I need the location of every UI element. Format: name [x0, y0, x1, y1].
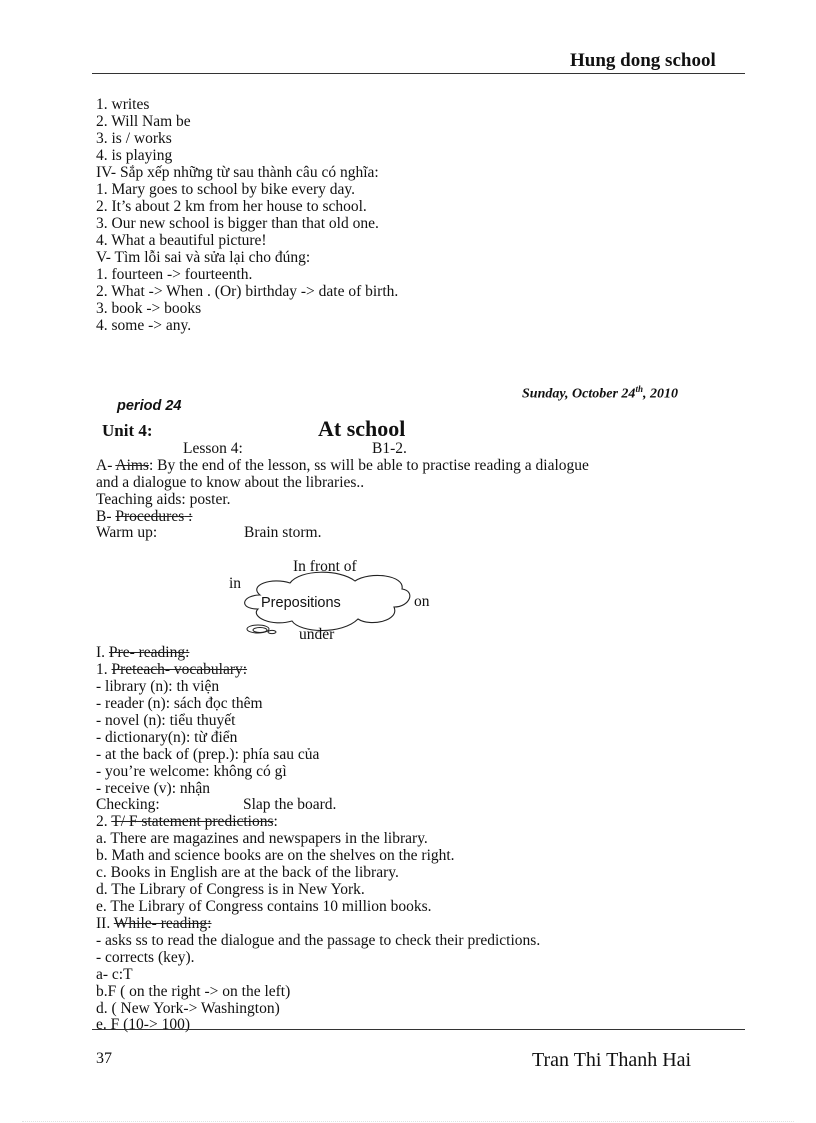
answer-line: 4. some -> any.	[96, 317, 192, 334]
answer-line: 3. Our new school is bigger than that old one.	[96, 215, 379, 232]
school-name-header: Hung dong school	[570, 50, 716, 71]
vocab-item: - library (n): th viện	[96, 678, 220, 695]
tf-statement: b. Math and science books are on the shelves on the right.	[96, 847, 455, 864]
brainstorm-left: in	[229, 575, 242, 592]
section-heading: IV- Sắp xếp những từ sau thành câu có nghĩa:	[96, 164, 379, 181]
lesson-title: At school	[318, 416, 406, 441]
checking-label: Checking:	[96, 796, 160, 813]
answer-line: 3. is / works	[96, 130, 172, 147]
answer-line: 1. fourteen -> fourteenth.	[96, 266, 253, 283]
vocab-item: - reader (n): sách đọc thêm	[96, 695, 263, 712]
answer-line: 4. is playing	[96, 147, 173, 164]
vocab-item: - dictionary(n): từ điển	[96, 729, 238, 746]
answer-line: 2. It’s about 2 km from her house to school.	[96, 198, 367, 215]
while-reading-line: e. F (10-> 100)	[96, 1016, 190, 1033]
answer-line: 4. What a beautiful picture!	[96, 232, 267, 249]
pre-reading-heading: I. Pre- reading:	[96, 644, 190, 661]
brainstorm-center: Prepositions	[261, 595, 341, 611]
warm-up-value: Brain storm.	[244, 524, 322, 541]
tf-statement: a. There are magazines and newspapers in the library.	[96, 830, 428, 847]
lesson-date: Sunday, October 24th, 2010	[522, 384, 678, 402]
brainstorm-diagram	[220, 555, 460, 650]
while-reading-line: d. ( New York-> Washington)	[96, 1000, 280, 1017]
lesson-code: B1-2.	[372, 440, 407, 457]
answer-line: 2. Will Nam be	[96, 113, 191, 130]
vocab-item: - you’re welcome: không có gì	[96, 763, 287, 780]
tf-statement: e. The Library of Congress contains 10 million books.	[96, 898, 432, 915]
while-reading-line: a- c:T	[96, 966, 133, 983]
while-reading-heading: II. While- reading:	[96, 915, 212, 932]
answer-line: 2. What -> When . (Or) birthday -> date of birth.	[96, 283, 399, 300]
header-rule	[92, 73, 745, 74]
while-reading-line: b.F ( on the right -> on the left)	[96, 983, 291, 1000]
period-label: period 24	[117, 398, 182, 414]
warm-up-label: Warm up:	[96, 524, 158, 541]
page-number: 37	[96, 1050, 112, 1067]
aims-line-2: and a dialogue to know about the libraries..	[96, 474, 365, 491]
while-reading-line: - corrects (key).	[96, 949, 195, 966]
brainstorm-bottom: under	[299, 626, 335, 643]
lesson-number: Lesson 4:	[183, 440, 243, 457]
author-name: Tran Thi Thanh Hai	[532, 1049, 692, 1071]
brainstorm-top: In front of	[293, 558, 357, 575]
section-heading: V- Tìm lỗi sai và sửa lại cho đúng:	[96, 249, 311, 266]
aims-line: A- Aims: By the end of the lesson, ss will be able to practise reading a dialogue	[96, 457, 589, 474]
vocab-item: - receive (v): nhận	[96, 780, 211, 797]
tf-statement: d. The Library of Congress is in New York.	[96, 881, 365, 898]
preteach-heading: 1. Preteach- vocabulary:	[96, 661, 248, 678]
answer-line: 3. book -> books	[96, 300, 202, 317]
brainstorm-right: on	[414, 593, 430, 610]
answer-line: 1. Mary goes to school by bike every day.	[96, 181, 355, 198]
tf-statement: c. Books in English are at the back of the library.	[96, 864, 399, 881]
footer-rule	[92, 1029, 745, 1030]
vocab-item: - novel (n): tiểu thuyết	[96, 712, 236, 729]
unit-label: Unit 4:	[102, 421, 153, 440]
vocab-item: - at the back of (prep.): phía sau của	[96, 746, 320, 763]
answer-line: 1. writes	[96, 96, 150, 113]
while-reading-line: - asks ss to read the dialogue and the passage to check their predictions.	[96, 932, 541, 949]
checking-value: Slap the board.	[243, 796, 337, 813]
page-bottom-edge	[22, 1121, 794, 1122]
tf-heading: 2. T/ F statement predictions:	[96, 813, 278, 830]
procedures-heading: B- Procedures :	[96, 508, 193, 525]
teaching-aids: Teaching aids: poster.	[96, 491, 231, 508]
